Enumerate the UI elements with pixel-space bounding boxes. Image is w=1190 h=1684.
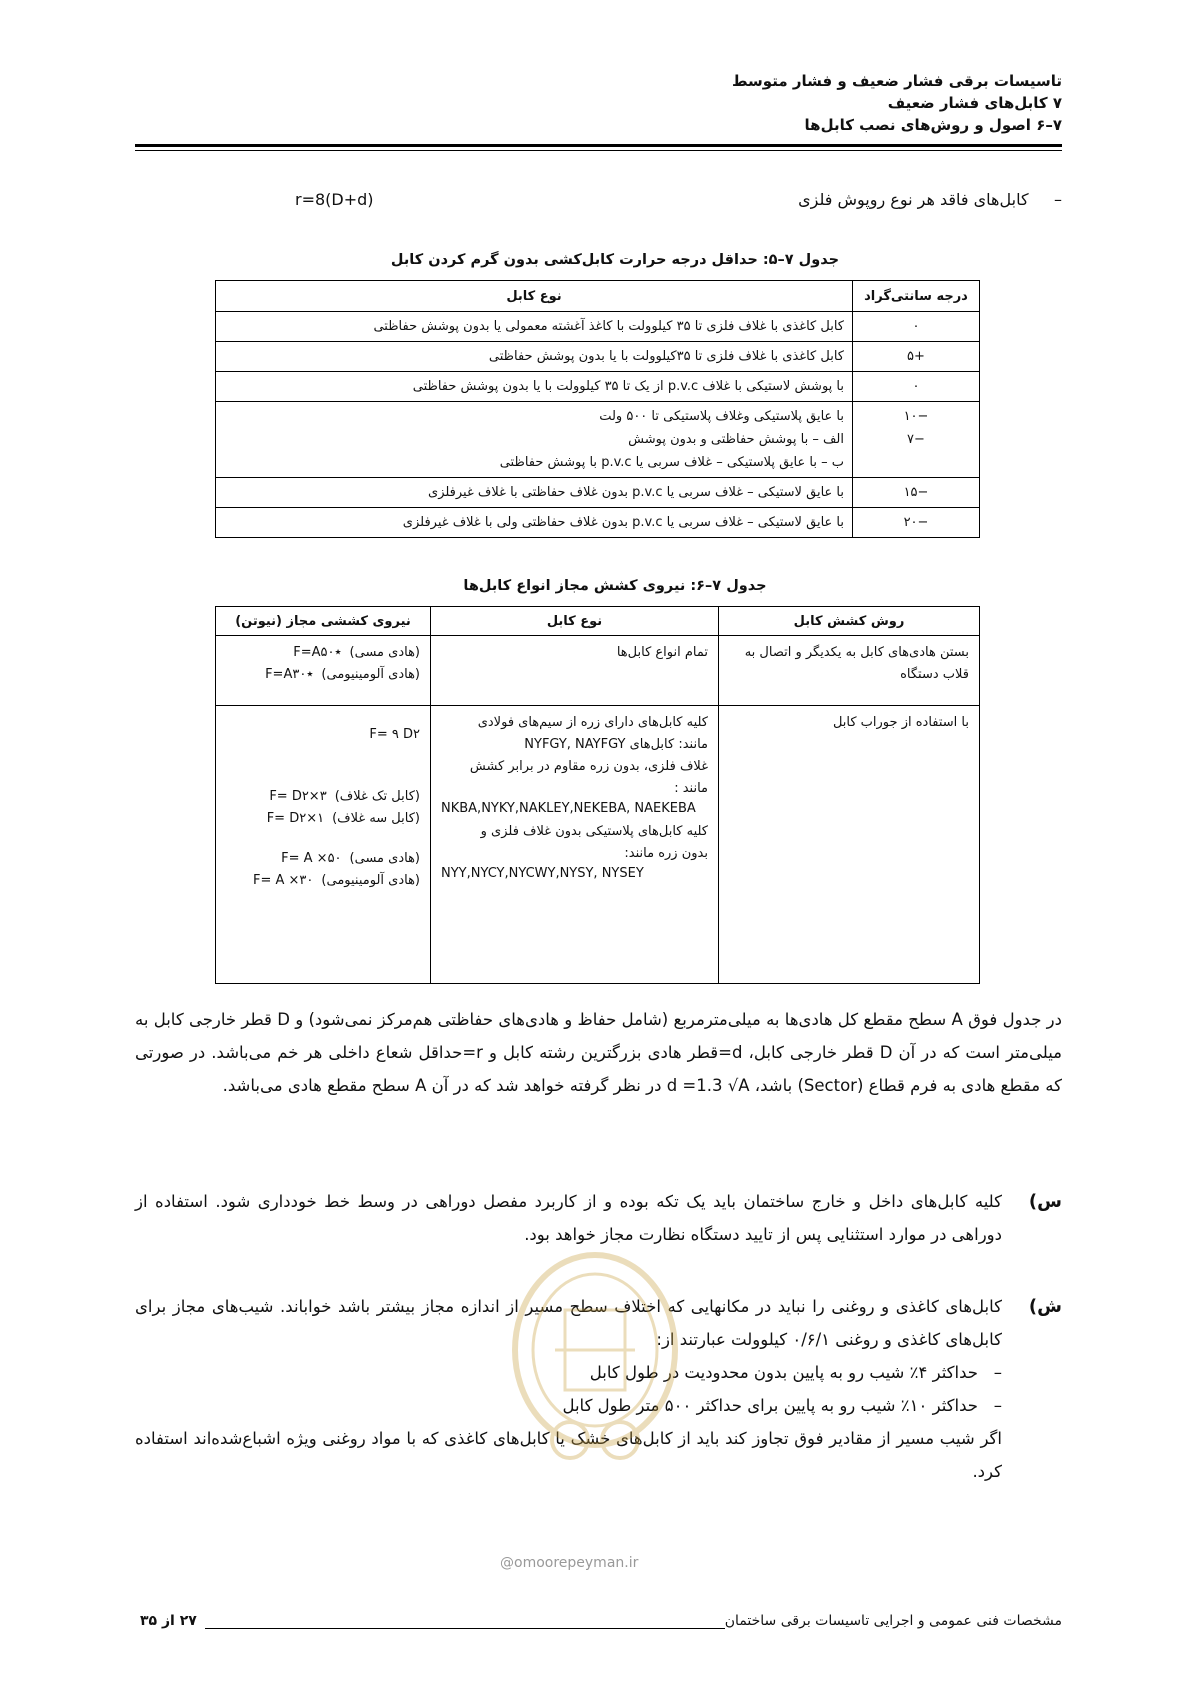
cable-type-line: با عایق پلاستیکی وغلاف پلاستیکی تا ۵۰۰ ولت: [599, 409, 844, 424]
table6-header-method: روش کشش کابل: [719, 607, 980, 636]
footer-rule: [205, 1628, 725, 1629]
table5-header-degree: درجه سانتی‌گراد: [853, 281, 980, 312]
item-label: ش): [1028, 1296, 1062, 1317]
cable-type-cell: [216, 402, 853, 478]
footer-title: مشخصات فنی عمومی و اجرایی تاسیسات برقی ساختمان: [724, 1613, 1062, 1629]
slope-bullet-text: حداکثر ۴٪ شیب رو به پایین بدون محدودیت در طول کابل: [589, 1363, 978, 1382]
table-row: [216, 342, 980, 372]
cable-type-line: غلاف فلزی، بدون زره مقاوم در برابر کشش: [469, 759, 708, 774]
cable-codes: NKBA,NYKY,NAKLEY,NEKEBA, NAEKEBA: [441, 801, 696, 816]
table-row: [216, 636, 980, 706]
cable-type-cell: [431, 706, 719, 984]
header-line-1: تاسیسات برقی فشار ضعیف و فشار متوسط: [731, 72, 1062, 90]
force-label: (کابل سه غلاف): [332, 811, 420, 826]
degree-cell: ۰: [853, 312, 980, 342]
page-number: ۲۷ از ۳۵: [140, 1613, 197, 1629]
watermark-seal: [495, 1240, 695, 1490]
table-row: [216, 372, 980, 402]
cable-type-cell: با پوشش لاستیکی با غلاف p.v.c از یک تا ۳۵ کیلوولت با یا بدون پوشش حفاظتی: [216, 372, 853, 402]
item-text: کلیه کابل‌های داخل و خارج ساختمان باید یک تکه بوده و از کاربرد مفصل دوراهی در وسط خط خودداری شود. استفاده از دوراهی در موارد استثنایی پس از تایید دستگاه نظارت مجاز خواهد بود.: [135, 1192, 1002, 1244]
cable-type-cell: با عایق لاستیکی – غلاف سربی یا p.v.c بدون غلاف حفاظتی با غلاف غیرفلزی: [216, 478, 853, 508]
watermark-site: @omoorepeyman.ir: [500, 1555, 639, 1571]
cable-type-line: کلیه کابل‌های پلاستیکی بدون غلاف فلزی و: [480, 824, 708, 839]
force-line: [226, 664, 420, 686]
cable-codes: NYY,NYCY,NYCWY,NYSY, NYSEY: [441, 866, 644, 881]
force-label: (هادی مسی): [349, 851, 420, 866]
bullet-dash: –: [1054, 190, 1062, 209]
cable-type-line: کلیه کابل‌های دارای زره از سیم‌های فولادی: [477, 715, 708, 730]
degree-cell: [853, 402, 980, 478]
item-text: اگر شیب مسیر از مقادیر فوق تجاوز کند باید از کابل‌های خشک یا کابل‌های کاغذی که با مواد روغنی ویژه اشباع‌شده‌اند استفاده کرد.: [135, 1429, 1002, 1481]
degree-cell: −۲۰: [853, 508, 980, 538]
slope-bullet: – حداکثر ۴٪ شیب رو به پایین بدون محدودیت در طول کابل: [589, 1363, 1002, 1382]
sector-formula: d =1.3 √A: [666, 1076, 750, 1095]
cable-type-cell: کابل کاغذی با غلاف فلزی تا ۳۵ کیلوولت با کاغذ آغشته معمولی یا بدون پوشش حفاظتی: [216, 312, 853, 342]
cable-type-line: مانند :: [674, 781, 708, 796]
force-line: [226, 808, 420, 830]
bend-radius-formula: r=8(D+d): [295, 190, 374, 209]
table6-caption: جدول ۷–۶: نیروی کشش مجاز انواع کابل‌ها: [463, 578, 767, 594]
table6-header-type: نوع کابل: [431, 607, 719, 636]
force-line: [226, 786, 420, 808]
method-cell: بستن هادی‌های کابل به یکدیگر و اتصال به قلاب دستگاه: [719, 636, 980, 706]
cable-type-cell: کابل کاغذی با غلاف فلزی تا ۳۵کیلوولت با یا بدون پوشش حفاظتی: [216, 342, 853, 372]
header-line-2: ۷ کابل‌های فشار ضعیف: [887, 94, 1062, 112]
cable-type-cell: با عایق لاستیکی – غلاف سربی یا p.v.c بدون غلاف حفاظتی ولی با غلاف غیرفلزی: [216, 508, 853, 538]
header-line-3: ۷–۶ اصول و روش‌های نصب کابل‌ها: [804, 116, 1062, 134]
table-row: [216, 508, 980, 538]
table-row: [216, 402, 980, 478]
method-cell: با استفاده از جوراب کابل: [719, 706, 980, 984]
force-formula: F= A ×۳۰: [253, 873, 314, 888]
cable-type-line: بدون زره مانند:: [624, 846, 708, 861]
cable-type-line: ب – با عایق پلاستیکی – غلاف سربی یا p.v.c با پوشش حفاظتی: [499, 455, 844, 470]
bullet-text: کابل‌های فاقد هر نوع روپوش فلزی: [798, 190, 1029, 209]
explanation-paragraph: [135, 1003, 1062, 1102]
degree-value: −۱۰: [903, 409, 929, 424]
force-line: [226, 642, 420, 664]
force-line: [226, 724, 420, 746]
degree-value: −۷: [907, 432, 925, 447]
paragraph-text-end: در نظر گرفته خواهد شد که در آن A سطح مقطع هادی می‌باشد.: [222, 1076, 662, 1095]
force-formula: F=A٭۵۰: [293, 645, 342, 660]
header-rule-thick: [135, 144, 1062, 147]
cable-type-line: [441, 734, 708, 756]
cable-codes: NYFGY, NAYFGY: [524, 737, 626, 752]
top-bullet: [798, 190, 1062, 209]
item-text: کابل‌های کاغذی و روغنی را نباید در مکانهایی که اختلاف سطح مسیر از اندازه مجاز بیشتر باشد خواباند. شیب‌های مجاز برای کابل‌های کاغذی و روغنی ۰/۶/۱ کیلوولت عبارتند از:: [135, 1297, 1002, 1349]
cable-type-line: الف – با پوشش حفاظتی و بدون پوشش: [628, 432, 844, 447]
force-label: (هادی آلومینیومی): [321, 667, 420, 682]
force-label: (کابل تک غلاف): [334, 789, 420, 804]
force-line: [226, 848, 420, 870]
page-header: [732, 70, 1062, 136]
force-line: [226, 870, 420, 892]
force-formula: F= ۹ D۲: [369, 727, 420, 742]
paragraph-text: در جدول فوق A سطح مقطع کل هادی‌ها به میلی‌مترمربع (شامل حفاظ و هادی‌های حفاظتی هم‌مرکز نمی‌شود) و D قطر خارجی کابل به میلی‌متر است که در آن D قطر خارجی کابل، d=قطر هادی بزرگترین رشته کابل و r=حداقل شعاع داخلی هر خم می‌باشد. در صورتی که مقطع هادی به فرم قطاع (Sector) باشد،: [135, 1010, 1063, 1095]
table-header-row: [216, 607, 980, 636]
force-cell: [216, 706, 431, 984]
slope-bullet: – حداکثر ۱۰٪ شیب رو به پایین برای حداکثر ۵۰۰ متر طول کابل: [562, 1396, 1002, 1415]
item-label: س): [1028, 1191, 1062, 1212]
force-formula: F=A٭۳۰: [265, 667, 314, 682]
degree-cell: −۱۵: [853, 478, 980, 508]
cable-type-cell: تمام انواع کابل‌ها: [431, 636, 719, 706]
table6: [215, 606, 980, 984]
force-cell: [216, 636, 431, 706]
table-row: [216, 478, 980, 508]
table-row: [216, 706, 980, 984]
degree-cell: ۰: [853, 372, 980, 402]
table-header-row: [216, 281, 980, 312]
force-label: (هادی آلومینیومی): [321, 873, 420, 888]
header-rule-thin: [135, 150, 1062, 151]
table5-caption: جدول ۷–۵: حداقل درجه حرارت کابل‌کشی بدون گرم کردن کابل: [390, 252, 840, 268]
cable-type-text: مانند: کابل‌های: [629, 737, 708, 752]
force-formula: F= D۲×۱: [266, 811, 325, 826]
slope-bullet-text: حداکثر ۱۰٪ شیب رو به پایین برای حداکثر ۵۰۰ متر طول کابل: [562, 1396, 978, 1415]
table5-header-type: نوع کابل: [216, 281, 853, 312]
force-formula: F= A ×۵۰: [281, 851, 342, 866]
force-label: (هادی مسی): [349, 645, 420, 660]
degree-cell: +۵: [853, 342, 980, 372]
table6-header-force: نیروی کششی مجاز (نیوتن): [216, 607, 431, 636]
force-formula: F= D۲×۳: [269, 789, 327, 804]
table5: [215, 280, 980, 538]
table-row: [216, 312, 980, 342]
